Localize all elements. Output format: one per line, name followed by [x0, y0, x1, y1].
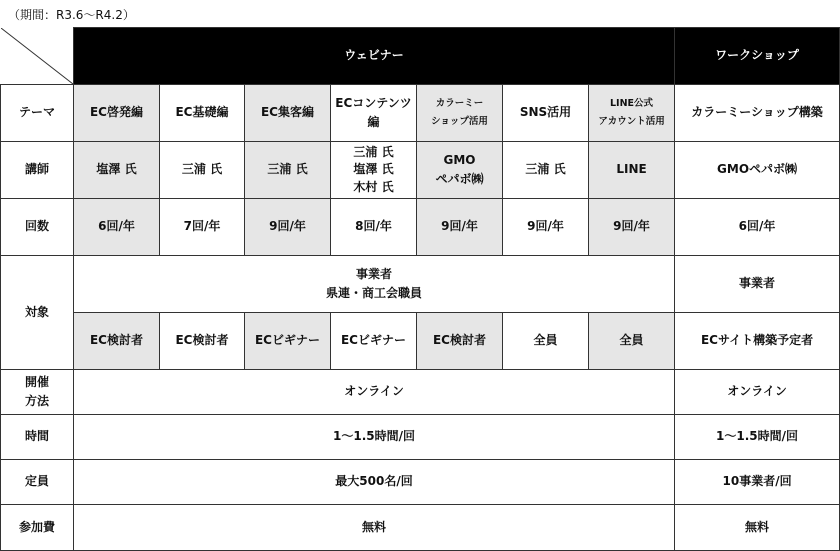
lecturer-cell	[417, 142, 503, 199]
cell-line: GMO	[443, 152, 476, 167]
workshop-header: ワークショップ	[675, 28, 840, 85]
lecturer-cell: 三浦 氏	[503, 142, 589, 199]
lecturer-row	[1, 142, 840, 199]
count-cell: 9回/年	[417, 199, 503, 256]
target-cell: ECビギナー	[245, 313, 331, 370]
corner-cell	[1, 28, 74, 85]
capacity-row	[1, 460, 840, 505]
row-label: 回数	[1, 199, 74, 256]
lecturer-cell: 三浦 氏	[160, 142, 245, 199]
count-row	[1, 199, 840, 256]
theme-cell: SNS活用	[503, 85, 589, 142]
row-label: 定員	[1, 460, 74, 505]
count-cell: 9回/年	[245, 199, 331, 256]
time-row	[1, 415, 840, 460]
cell-line: カラーミー	[435, 97, 484, 109]
count-cell: 9回/年	[589, 199, 675, 256]
capacity-workshop: 10事業者/回	[675, 460, 840, 505]
program-table	[0, 27, 840, 551]
lecturer-cell: GMOペパボ㈱	[675, 142, 840, 199]
theme-cell: EC基礎編	[160, 85, 245, 142]
target-cell: EC検討者	[417, 313, 503, 370]
method-webinar: オンライン	[74, 370, 675, 415]
target-cell: ECサイト構築予定者	[675, 313, 840, 370]
target-cell: ECビギナー	[331, 313, 417, 370]
target-webinar-common	[74, 256, 675, 313]
webinar-header: ウェビナー	[74, 28, 675, 85]
method-row	[1, 370, 840, 415]
target-row-common	[1, 256, 840, 313]
cell-line: ショップ活用	[431, 116, 488, 127]
fee-row	[1, 505, 840, 551]
time-webinar: 1〜1.5時間/回	[74, 415, 675, 460]
row-label: 時間	[1, 415, 74, 460]
cell-line: アカウント活用	[598, 116, 665, 127]
row-label	[1, 370, 74, 415]
cell-line: 県連・商工会職員	[326, 286, 423, 300]
count-cell: 6回/年	[74, 199, 160, 256]
theme-cell: ECコンテンツ編	[331, 85, 417, 142]
cell-line: ペパボ㈱	[435, 172, 484, 186]
count-cell: 9回/年	[503, 199, 589, 256]
theme-cell: EC啓発編	[74, 85, 160, 142]
period-note: （期間：R3.6〜R4.2）	[8, 8, 135, 22]
fee-workshop: 無料	[675, 505, 840, 551]
row-label: 参加費	[1, 505, 74, 551]
lecturer-cell: 塩澤 氏	[74, 142, 160, 199]
cell-line: 塩澤 氏	[353, 162, 394, 177]
target-cell: 全員	[503, 313, 589, 370]
count-cell: 6回/年	[675, 199, 840, 256]
theme-row	[1, 85, 840, 142]
theme-cell	[589, 85, 675, 142]
target-cell: EC検討者	[74, 313, 160, 370]
lecturer-cell: LINE	[589, 142, 675, 199]
time-workshop: 1〜1.5時間/回	[675, 415, 840, 460]
row-label: テーマ	[1, 85, 74, 142]
count-cell: 7回/年	[160, 199, 245, 256]
count-cell: 8回/年	[331, 199, 417, 256]
theme-cell: EC集客編	[245, 85, 331, 142]
target-row-detail	[1, 313, 840, 370]
cell-line: 木村 氏	[353, 179, 394, 194]
fee-webinar: 無料	[74, 505, 675, 551]
cell-line: 三浦 氏	[353, 144, 394, 159]
row-label: 講師	[1, 142, 74, 199]
target-cell: 全員	[589, 313, 675, 370]
cell-line: 開催	[24, 374, 49, 389]
lecturer-cell	[331, 142, 417, 199]
theme-cell	[417, 85, 503, 142]
cell-line: LINE公式	[610, 97, 654, 109]
cell-line: 方法	[24, 394, 49, 408]
target-cell: EC検討者	[160, 313, 245, 370]
lecturer-cell: 三浦 氏	[245, 142, 331, 199]
capacity-webinar: 最大500名/回	[74, 460, 675, 505]
target-workshop-common: 事業者	[675, 256, 840, 313]
cell-line: 事業者	[356, 266, 393, 281]
theme-cell: カラーミーショップ構築	[675, 85, 840, 142]
method-workshop: オンライン	[675, 370, 840, 415]
row-label: 対象	[1, 256, 74, 370]
